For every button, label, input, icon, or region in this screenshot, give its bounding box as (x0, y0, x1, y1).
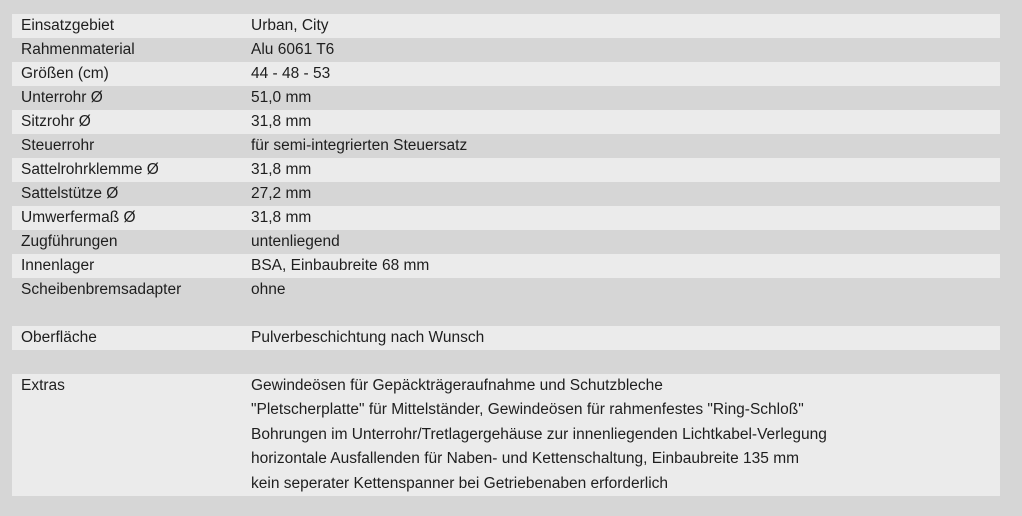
spec-value: 31,8 mm (251, 209, 312, 226)
extras-line: Bohrungen im Unterrohr/Tretlagergehäuse zur innenliegenden Lichtkabel-Verlegung (251, 425, 827, 443)
spec-row (12, 230, 1000, 254)
spec-table (12, 14, 1000, 496)
spec-row (12, 158, 1000, 182)
spec-row (12, 278, 1000, 302)
spec-row (12, 206, 1000, 230)
spec-value: Urban, City (251, 17, 329, 34)
spec-row (12, 62, 1000, 86)
spec-row (12, 86, 1000, 110)
spec-label: Unterrohr Ø (21, 89, 103, 106)
spec-label: Größen (cm) (21, 65, 109, 82)
spec-row (12, 110, 1000, 134)
spec-value: 31,8 mm (251, 113, 312, 130)
spec-row (12, 38, 1000, 62)
spec-value: 31,8 mm (251, 161, 312, 178)
spec-row (12, 14, 1000, 38)
extras-line: kein seperater Kettenspanner bei Getriebenaben erforderlich (251, 474, 669, 492)
extras-line: "Pletscherplatte" für Mittelständer, Gewindeösen für rahmenfestes "Ring-Schloß" (251, 401, 804, 419)
extras-row (12, 374, 1000, 496)
spec-label: Sitzrohr Ø (21, 113, 91, 130)
spec-label: Sattelrohrklemme Ø (21, 161, 159, 178)
extras-label: Extras (21, 377, 65, 394)
spec-label: Innenlager (21, 257, 95, 274)
spec-label: Umwerfermaß Ø (21, 209, 136, 226)
spec-label: Einsatzgebiet (21, 17, 115, 34)
spec-label: Scheibenbremsadapter (21, 281, 182, 298)
surface-row (12, 326, 1000, 350)
spec-label: Rahmenmaterial (21, 41, 135, 58)
row-spacer (12, 302, 1000, 326)
spec-value: 44 - 48 - 53 (251, 65, 331, 82)
surface-label: Oberfläche (21, 329, 97, 346)
spec-value: BSA, Einbaubreite 68 mm (251, 257, 430, 274)
spec-value: für semi-integrierten Steuersatz (251, 137, 468, 154)
extras-line: Gewindeösen für Gepäckträgeraufnahme und Schutzbleche (251, 377, 663, 394)
spec-value: ohne (251, 281, 286, 298)
spec-row (12, 134, 1000, 158)
spec-value: Alu 6061 T6 (251, 41, 335, 58)
spec-label: Steuerrohr (21, 137, 95, 154)
spec-row (12, 182, 1000, 206)
spec-label: Sattelstütze Ø (21, 185, 119, 202)
row-spacer (12, 350, 1000, 374)
surface-value: Pulverbeschichtung nach Wunsch (251, 329, 485, 346)
extras-line: horizontale Ausfallenden für Naben- und Kettenschaltung, Einbaubreite 135 mm (251, 450, 800, 468)
spec-value: 51,0 mm (251, 89, 312, 106)
spec-row (12, 254, 1000, 278)
spec-value: untenliegend (251, 233, 340, 250)
spec-label: Zugführungen (21, 233, 118, 250)
extras-value (251, 374, 1000, 496)
spec-value: 27,2 mm (251, 185, 312, 202)
